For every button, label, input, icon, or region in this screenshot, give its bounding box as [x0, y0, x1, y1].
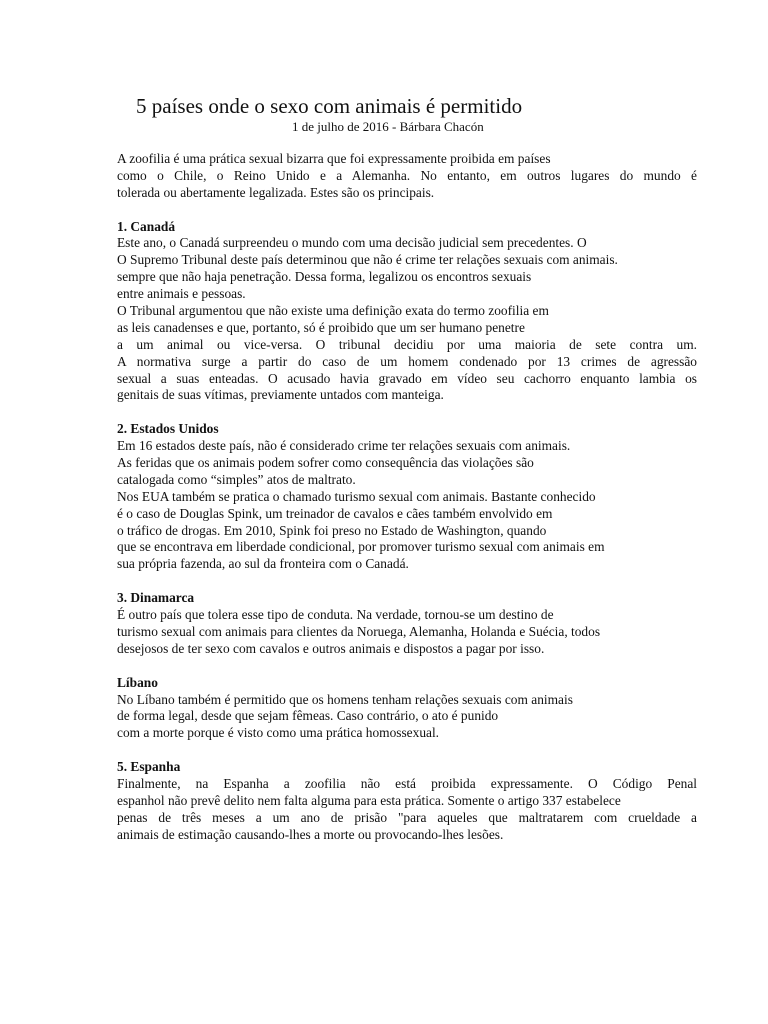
section-line: desejosos de ter sexo com cavalos e outros animais e dispostos a pagar por isso. [117, 640, 545, 656]
section-heading-dinamarca: 3. Dinamarca [117, 590, 195, 606]
document-body [117, 151, 697, 844]
section-line: sua própria fazenda, ao sul da fronteira com o Canadá. [117, 556, 409, 572]
section-line: sempre que não haja penetração. Dessa forma, legalizou os encontros sexuais [117, 269, 532, 285]
section-line: As feridas que os animais podem sofrer como consequência das violações são [117, 455, 534, 471]
section-heading-estados-unidos: 2. Estados Unidos [117, 421, 219, 437]
section-line: de forma legal, desde que sejam fêmeas. Caso contrário, o ato é punido [117, 708, 499, 724]
section-line: o tráfico de drogas. Em 2010, Spink foi preso no Estado de Washington, quando [117, 522, 547, 538]
section-line: É outro país que tolera esse tipo de conduta. Na verdade, tornou-se um destino de [117, 607, 554, 623]
section-line: entre animais e pessoas. [117, 286, 246, 302]
section-line: sexual a suas enteadas. O acusado havia gravado em vídeo seu cachorro enquanto lambia os [117, 370, 697, 386]
section-line: No Líbano também é permitido que os homens tenham relações sexuais com animais [117, 691, 573, 707]
intro-line: tolerada ou abertamente legalizada. Estes são os principais. [117, 184, 435, 200]
section-line: penas de três meses a um ano de prisão "para aqueles que maltratarem com crueldade a [117, 809, 697, 825]
section-line: genitais de suas vítimas, previamente untados com manteiga. [117, 387, 444, 403]
section-heading-espanha: 5. Espanha [117, 759, 181, 775]
section-heading-libano: Líbano [117, 674, 158, 690]
document-byline: 1 de julho de 2016 - Bárbara Chacón [292, 119, 484, 134]
section-heading-canada: 1. Canadá [117, 218, 176, 234]
section-line: as leis canadenses e que, portanto, só é proibido que um ser humano penetre [117, 319, 525, 335]
document-title: 5 países onde o sexo com animais é permitido [136, 94, 523, 118]
section-line: turismo sexual com animais para clientes da Noruega, Alemanha, Holanda e Suécia, todos [117, 623, 601, 639]
section-line: é o caso de Douglas Spink, um treinador de cavalos e cães também envolvido em [117, 505, 553, 521]
intro-line: A zoofilia é uma prática sexual bizarra que foi expressamente proibida em países [117, 151, 551, 166]
section-line: a um animal ou vice-versa. O tribunal decidiu por uma maioria de sete contra um. [117, 336, 697, 352]
section-line: Este ano, o Canadá surpreendeu o mundo com uma decisão judicial sem precedentes. O [117, 235, 587, 251]
section-line: O Tribunal argumentou que não existe uma definição exata do termo zoofilia em [117, 303, 549, 319]
section-line: com a morte porque é visto como uma prática homossexual. [117, 725, 440, 741]
intro-line: como o Chile, o Reino Unido e a Alemanha. No entanto, em outros lugares do mundo é [117, 167, 697, 183]
section-line: que se encontrava em liberdade condicional, por promover turismo sexual com animais em [117, 539, 605, 555]
section-line: O Supremo Tribunal deste país determinou que não é crime ter relações sexuais com animais. [117, 252, 618, 268]
section-line: Em 16 estados deste país, não é considerado crime ter relações sexuais com animais. [117, 438, 571, 454]
section-line: animais de estimação causando-lhes a morte ou provocando-lhes lesões. [117, 826, 504, 842]
section-line: catalogada como “simples” atos de maltrato. [117, 471, 356, 487]
section-line: espanhol não prevê delito nem falta alguma para esta prática. Somente o artigo 337 estabelece [117, 792, 621, 808]
section-line: Nos EUA também se pratica o chamado turismo sexual com animais. Bastante conhecido [117, 488, 596, 504]
section-line: A normativa surge a partir do caso de um homem condenado por 13 crimes de agressão [117, 353, 697, 369]
section-line: Finalmente, na Espanha a zoofilia não está proibida expressamente. O Código Penal [117, 775, 697, 791]
